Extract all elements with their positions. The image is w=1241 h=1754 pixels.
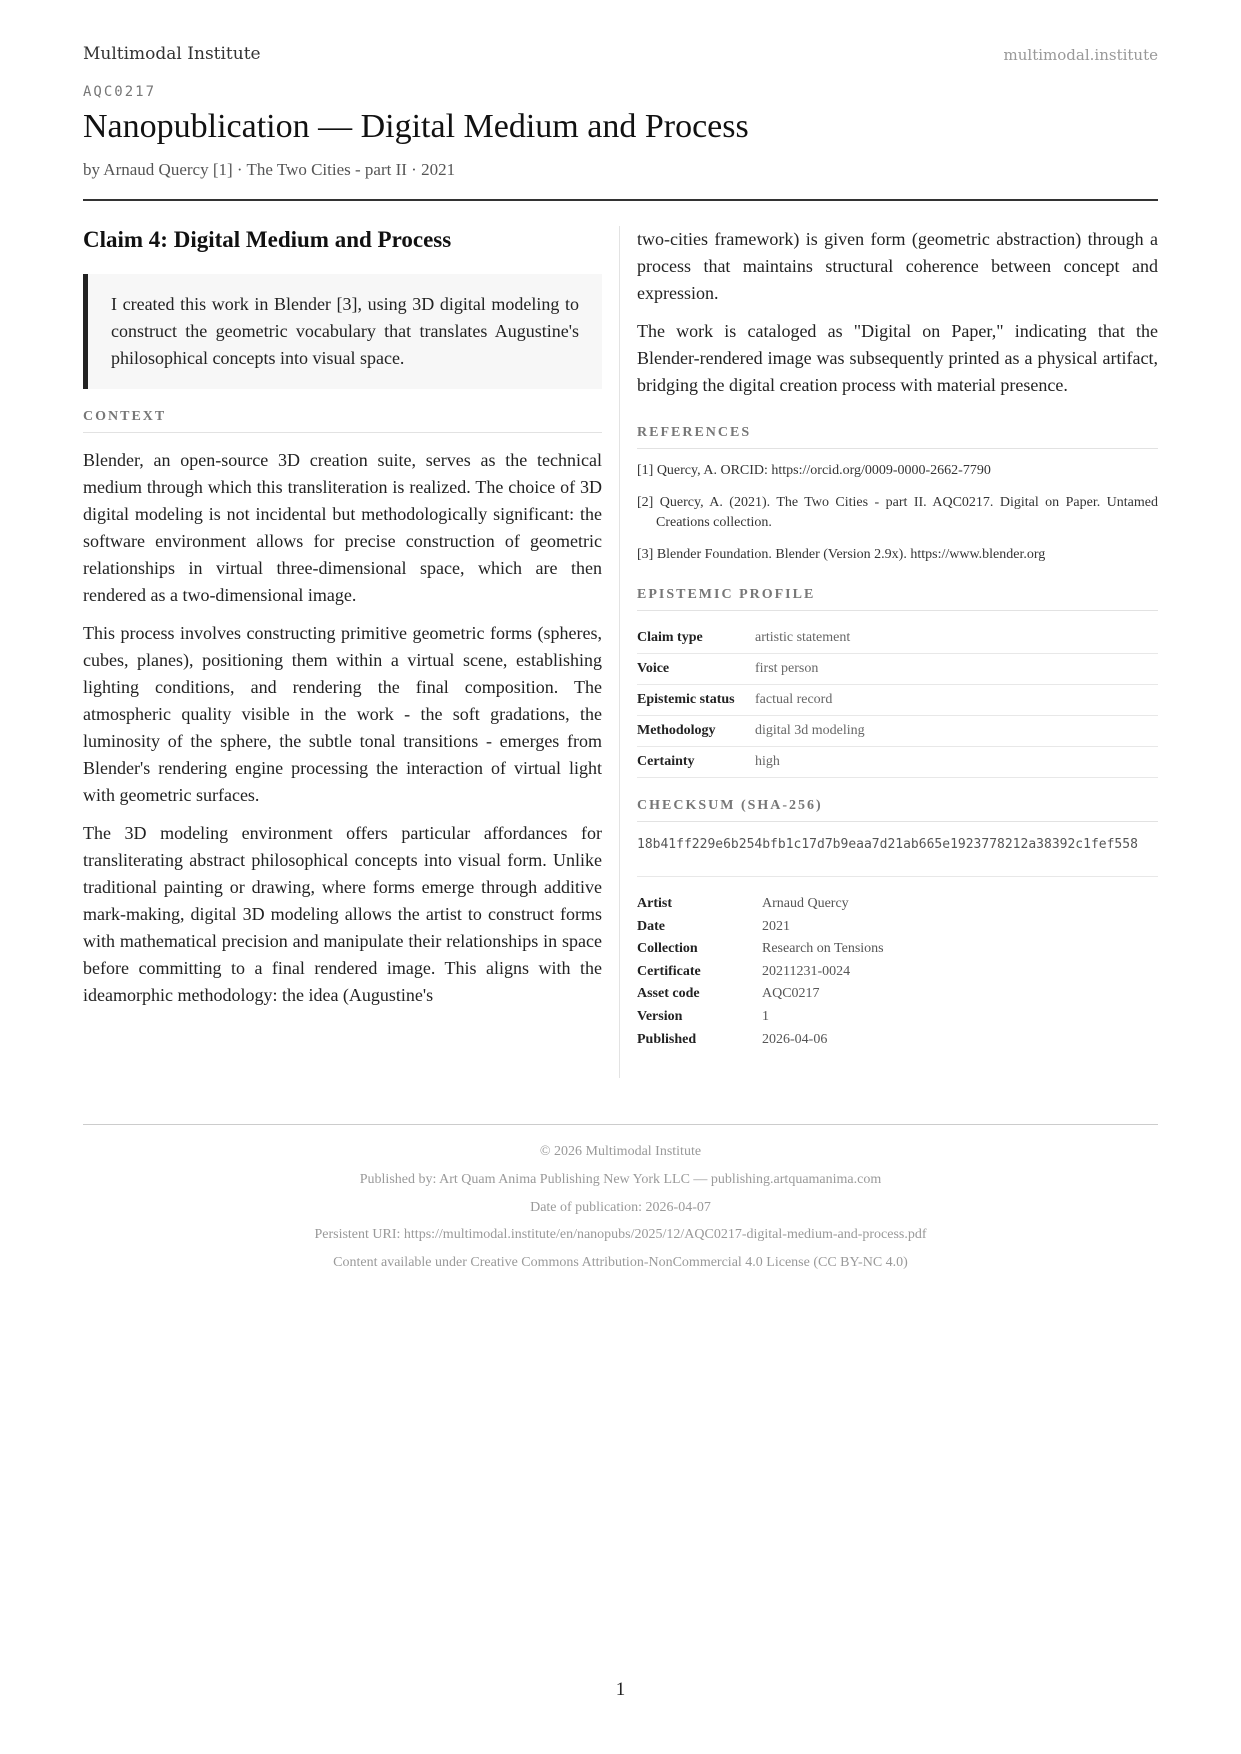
meta-key: Certificate <box>637 963 701 979</box>
table-row <box>637 895 884 918</box>
meta-key: Published <box>637 1031 697 1047</box>
footer <box>83 1142 1158 1281</box>
meta-value: AQC0217 <box>762 986 820 1002</box>
reference-item: [2] Quercy, A. (2021). The Two Cities - part II. AQC0217. Digital on Paper. Untamed Creations collection. <box>637 495 1158 530</box>
profile-value: first person <box>755 654 1158 685</box>
page-title: Nanopublication — Digital Medium and Process <box>83 108 749 145</box>
table-row <box>637 963 884 986</box>
epistemic-profile-label: EPISTEMIC PROFILE <box>637 587 1158 611</box>
context-paragraph: The work is cataloged as "Digital on Paper," indicating that the Blender-rendered image was subsequently printed as a physical artifact, bridging the digital creation process with material presence. <box>637 321 1158 395</box>
footer-persistent-uri: Persistent URI: https://multimodal.institute/en/nanopubs/2025/12/AQC0217-digital-medium-and-process.pdf <box>314 1227 927 1243</box>
table-row <box>637 940 884 963</box>
footer-copyright: © 2026 Multimodal Institute <box>539 1144 702 1159</box>
profile-value: artistic statement <box>755 623 1158 654</box>
profile-key: Epistemic status <box>637 685 755 716</box>
checksum-value: 18b41ff229e6b254bfb1c17d7b9eaa7d21ab665e1923778212a38392c1fef558 <box>637 835 1158 877</box>
top-bar <box>83 44 1158 68</box>
meta-value: 1 <box>762 1008 769 1024</box>
profile-key: Certainty <box>637 747 755 778</box>
meta-key: Artist <box>637 896 672 911</box>
meta-key: Collection <box>637 941 698 957</box>
references-label: REFERENCES <box>637 425 1158 449</box>
table-row <box>637 747 1158 778</box>
footer-publication-date: Date of publication: 2026-04-07 <box>530 1199 711 1215</box>
institution-site: multimodal.institute <box>1003 46 1158 64</box>
table-row <box>637 716 1158 747</box>
byline: by Arnaud Quercy [1] · The Two Cities - part II · 2021 <box>83 160 456 179</box>
table-row <box>637 623 1158 654</box>
profile-value: digital 3d modeling <box>755 716 1158 747</box>
footer-divider <box>83 1124 1158 1125</box>
profile-key: Voice <box>637 654 755 685</box>
table-row <box>637 918 884 941</box>
context-label: CONTEXT <box>83 409 602 433</box>
profile-key: Claim type <box>637 623 755 654</box>
claim-quote: I created this work in Blender [3], using 3D digital modeling to construct the geometric vocabulary that translates Augustine's philosophical concepts into visual space. <box>83 274 602 389</box>
meta-key: Asset code <box>637 986 700 1002</box>
table-row <box>637 1031 884 1054</box>
checksum-label: CHECKSUM (SHA-256) <box>637 798 1158 822</box>
meta-key: Version <box>637 1008 683 1024</box>
header-divider <box>83 199 1158 201</box>
table-row <box>637 654 1158 685</box>
metadata-table <box>637 895 884 1053</box>
context-paragraph: two-cities framework) is given form (geometric abstraction) through a process that maintains structural coherence between concept and expression. <box>637 229 1158 303</box>
reference-item: [3] Blender Foundation. Blender (Version 2.9x). https://www.blender.org <box>637 547 1046 562</box>
profile-value: high <box>755 747 1158 778</box>
profile-key: Methodology <box>637 716 755 747</box>
table-row <box>637 685 1158 716</box>
meta-value: 2026-04-06 <box>762 1031 828 1047</box>
table-row <box>637 1008 884 1031</box>
epistemic-profile-table <box>637 623 1158 778</box>
reference-item: [1] Quercy, A. ORCID: https://orcid.org/0009-0000-2662-7790 <box>637 463 991 478</box>
meta-value: Research on Tensions <box>762 941 884 957</box>
institution-name: Multimodal Institute <box>83 44 261 64</box>
left-column <box>83 226 602 1009</box>
footer-publisher: Published by: Art Quam Anima Publishing New York LLC — publishing.artquamanima.com <box>359 1171 882 1187</box>
page-number: 1 <box>615 1679 626 1700</box>
claim-title: Claim 4: Digital Medium and Process <box>83 227 452 252</box>
meta-value: Arnaud Quercy <box>762 896 849 911</box>
meta-value: 20211231-0024 <box>762 963 851 979</box>
context-paragraph: The 3D modeling environment offers particular affordances for transliterating abstract philosophical concepts into visual form. Unlike traditional painting or drawing, where forms emerge through additive mark-making, digital 3D modeling allows the artist to construct forms with mathematical precision and manipulate their relationships in space before committing to a final rendered image. This aligns with the ideamorphic methodology: the idea (Augustine's <box>83 823 602 1005</box>
references-list <box>637 461 1158 565</box>
column-divider <box>619 226 620 1078</box>
meta-value: 2021 <box>762 918 790 934</box>
right-column <box>637 226 1158 1053</box>
asset-code: AQC0217 <box>83 84 157 100</box>
profile-value: factual record <box>755 685 1158 716</box>
meta-key: Date <box>637 918 665 934</box>
footer-license: Content available under Creative Commons Attribution-NonCommercial 4.0 License (CC BY-NC 4.0) <box>333 1255 908 1271</box>
context-paragraph: This process involves constructing primitive geometric forms (spheres, cubes, planes), positioning them within a virtual scene, establishing lighting conditions, and rendering the final composition. The atmospheric quality visible in the work - the soft gradations, the luminosity of the sphere, the subtle tonal transitions - emerges from Blender's rendering engine processing the interaction of virtual light with geometric surfaces. <box>83 623 602 805</box>
table-row <box>637 985 884 1008</box>
document-page <box>83 0 1158 1754</box>
context-paragraph: Blender, an open-source 3D creation suite, serves as the technical medium through which this transliteration is realized. The choice of 3D digital modeling is not incidental but methodologically significant: the software environment allows for precise construction of geometric relationships in virtual three-dimensional space, which are then rendered as a two-dimensional image. <box>83 450 602 605</box>
